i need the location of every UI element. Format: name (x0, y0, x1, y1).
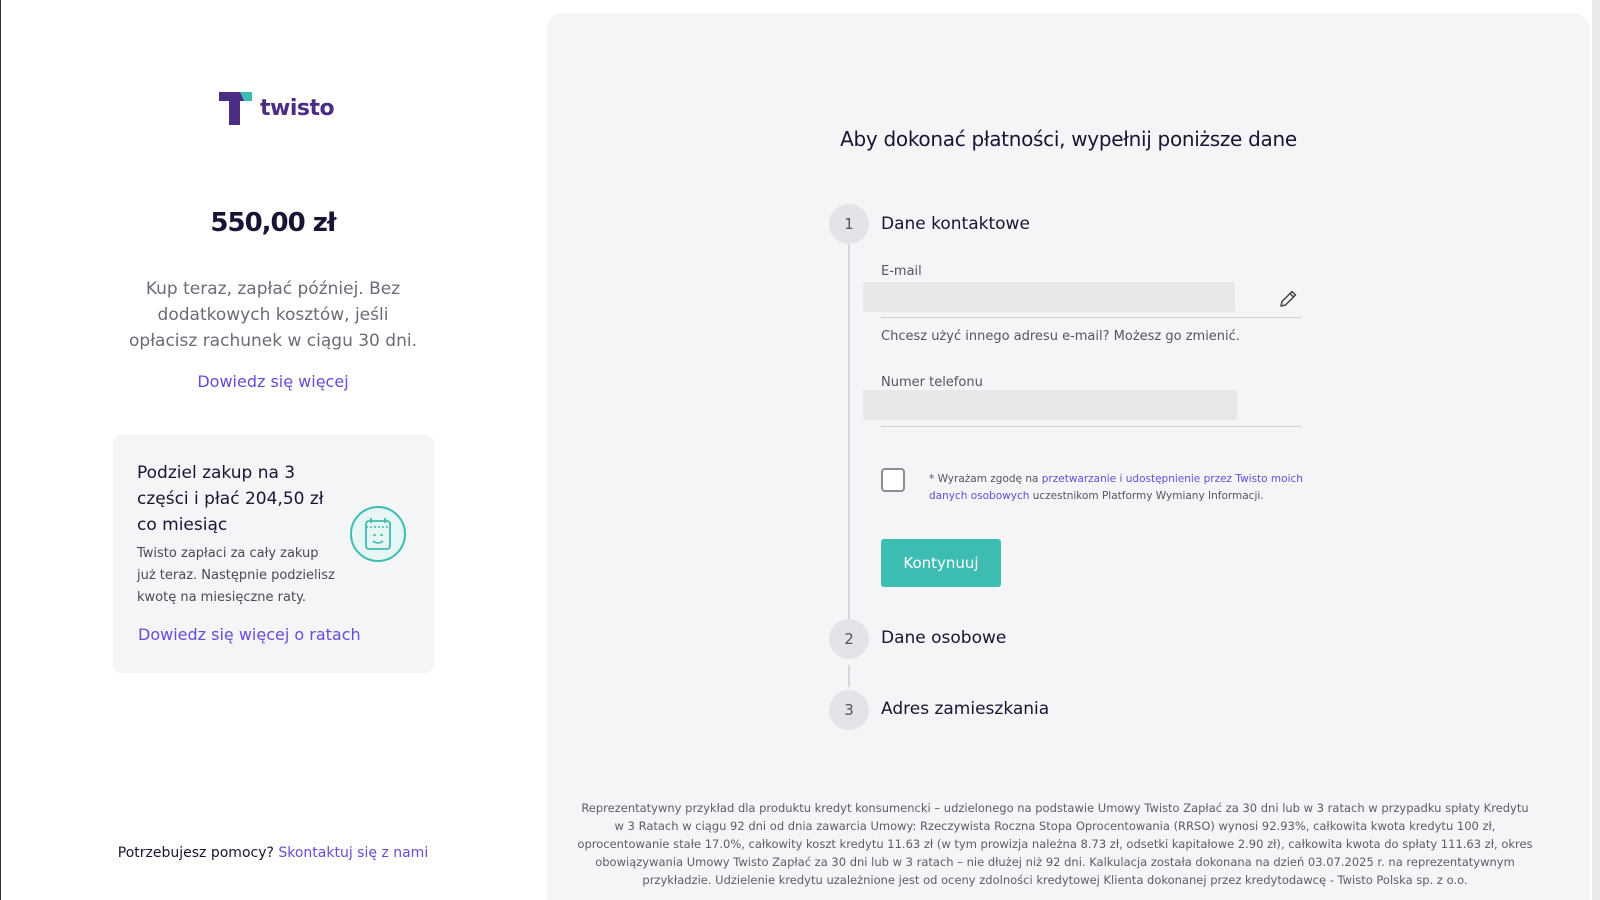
credit-disclaimer: Reprezentatywny przykład dla produktu kredyt konsumencki – udzielonego na podstawie Umowy Twisto Zapłać za 30 dni lub w 3 ratach w przypadku spłaty Kredytu w 3 Ratach w ciągu 92 dni od dnia zawarcia Umowy: Rzeczywista Roczna Stopa Oprocentowania (RRSO) wynosi 92.93%, całkowita kwota kredytu 100 zł, oprocentowanie stałe 17.0%, całkowity koszt kredytu 11.63 zł (w tym prowizja należna 8.73 zł, odsetki kapitałowe 2.90 zł), całkowita kwota do spłaty 111.63 zł, okres obowiązywania Umowy Twisto Zapłać za 30 dni lub w 3 ratach – nie dłużej niż 92 dni. Kalkulacja została dokonana na dzień 03.07.2025 r. na reprezentatywnym przykładzie. Udzielenie kredytu uzależnione jest od oceny zdolności kredytowej Klienta dokonanej przez kredytodawcę - Twisto Polska sp. z o.o. (577, 801, 1533, 887)
phone-underline (881, 426, 1301, 427)
step-connector (848, 665, 850, 687)
step-2-label[interactable]: Dane osobowe (881, 628, 1007, 648)
step-connector (848, 244, 850, 624)
twisto-logo-mark-icon (219, 92, 252, 125)
help-footer (0, 845, 546, 861)
installments-description: Twisto zapłaci za cały zakup już teraz. Następnie podzielisz kwotę na miesięczne raty. (137, 546, 335, 605)
learn-more-link[interactable]: Dowiedz się więcej (197, 372, 349, 391)
phone-label: Numer telefonu (881, 375, 983, 390)
continue-button[interactable]: Kontynuuj (881, 539, 1001, 587)
consent-text (929, 471, 1304, 505)
pay-later-tagline: Kup teraz, zapłać później. Bez dodatkowych kosztów, jeśli opłacisz rachunek w ciągu 30 dni. (129, 279, 417, 351)
step-2-number: 2 (829, 619, 869, 659)
step-1-number: 1 (829, 204, 869, 244)
email-label: E-mail (881, 264, 922, 279)
help-text: Potrzebujesz pomocy? (117, 845, 274, 861)
twisto-logo-text: twisto (260, 96, 335, 121)
twisto-logo (219, 92, 334, 125)
installments-learn-more-link[interactable]: Dowiedz się więcej o ratach (138, 625, 361, 644)
email-underline (881, 317, 1301, 318)
email-change-hint: Chcesz użyć innego adresu e-mail? Możesz go zmienić. (881, 329, 1240, 344)
form-heading: Aby dokonać płatności, wypełnij poniższe dane (840, 127, 1297, 151)
consent-prefix: * Wyrażam zgodę na (929, 473, 1042, 485)
step-3-number: 3 (829, 690, 869, 730)
installments-card (113, 435, 434, 673)
scrollbar-track[interactable] (1592, 0, 1600, 900)
installments-title: Podziel zakup na 3 części i płać 204,50 zł co miesiąc (137, 463, 324, 535)
contact-us-link[interactable]: Skontaktuj się z nami (278, 845, 429, 861)
edit-email-pencil-icon[interactable] (1277, 288, 1299, 310)
phone-field[interactable] (863, 390, 1237, 420)
calendar-smile-icon (349, 505, 407, 563)
step-1-label[interactable]: Dane kontaktowe (881, 214, 1030, 234)
order-amount: 550,00 zł (210, 208, 336, 238)
checkout-form-panel (547, 13, 1590, 900)
step-3-label[interactable]: Adres zamieszkania (881, 699, 1050, 719)
data-processing-link[interactable]: przetwarzanie i udostępnienie przez Twisto moich danych osobowych (929, 473, 1303, 502)
email-field[interactable] (863, 282, 1235, 312)
consent-suffix: uczestnikom Platformy Wymiany Informacji. (1029, 490, 1264, 502)
consent-checkbox[interactable] (881, 468, 905, 492)
order-summary-panel (0, 0, 535, 900)
